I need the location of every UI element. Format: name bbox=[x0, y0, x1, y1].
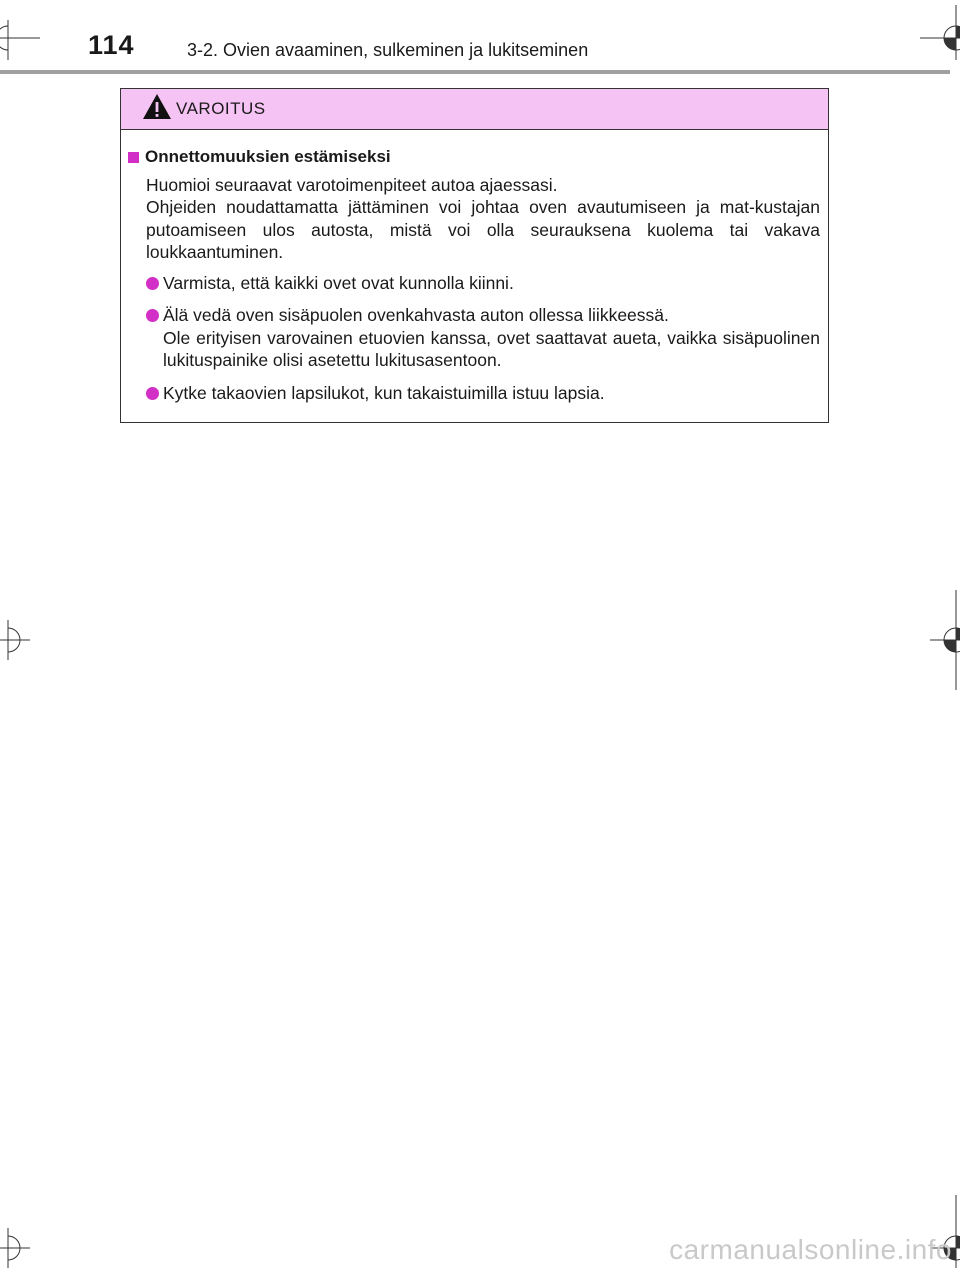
round-bullet-icon bbox=[146, 277, 159, 290]
warning-triangle-icon bbox=[142, 93, 172, 121]
crop-mark-mid-right bbox=[920, 590, 960, 700]
bullet-text: Varmista, että kaikki ovet ovat kunnolla kiinni. bbox=[163, 272, 514, 293]
crop-mark-mid-left bbox=[0, 610, 40, 670]
bullet-text: Älä vedä oven sisäpuolen ovenkahvasta auton ollessa liikkeessä. bbox=[163, 305, 669, 325]
crop-mark-top-left bbox=[0, 0, 40, 60]
round-bullet-icon bbox=[146, 309, 159, 322]
bullet-text: Kytke takaovien lapsilukot, kun takaistuimilla istuu lapsia. bbox=[163, 382, 605, 403]
warning-title: VAROITUS bbox=[176, 99, 266, 118]
watermark: carmanualsonline.info bbox=[669, 1234, 952, 1265]
round-bullet-icon bbox=[146, 387, 159, 400]
warning-subheading bbox=[128, 146, 820, 169]
subheading-text: Onnettomuuksien estämiseksi bbox=[145, 147, 391, 166]
warning-box bbox=[120, 88, 829, 423]
intro-line: Ohjeiden noudattamatta jättäminen voi johtaa oven avautumiseen ja mat-kustajan putoamiseen ulos autosta, mistä voi olla seurauksena kuolema tai vakava loukkaantuminen. bbox=[146, 197, 820, 262]
crop-mark-bottom-left bbox=[0, 1210, 40, 1268]
intro-line: Huomioi seuraavat varotoimenpiteet autoa ajaessasi. bbox=[146, 174, 558, 195]
list-item bbox=[146, 304, 820, 372]
list-item bbox=[146, 272, 820, 295]
intro-paragraph bbox=[128, 174, 820, 264]
bullet-list bbox=[128, 272, 820, 405]
header-rule bbox=[0, 70, 950, 74]
crop-mark-top-right bbox=[920, 0, 960, 60]
section-title: 3-2. Ovien avaaminen, sulkeminen ja lukitseminen bbox=[187, 40, 589, 60]
page-number: 114 bbox=[88, 30, 135, 60]
warning-header bbox=[121, 89, 828, 130]
square-bullet-icon bbox=[128, 152, 139, 163]
list-item bbox=[146, 382, 820, 405]
bullet-text: Ole erityisen varovainen etuovien kanssa, ovet saattavat aueta, vaikka sisäpuolinen lukituspainike olisi asetettu lukitusasentoon. bbox=[163, 327, 820, 370]
warning-body bbox=[121, 130, 828, 404]
